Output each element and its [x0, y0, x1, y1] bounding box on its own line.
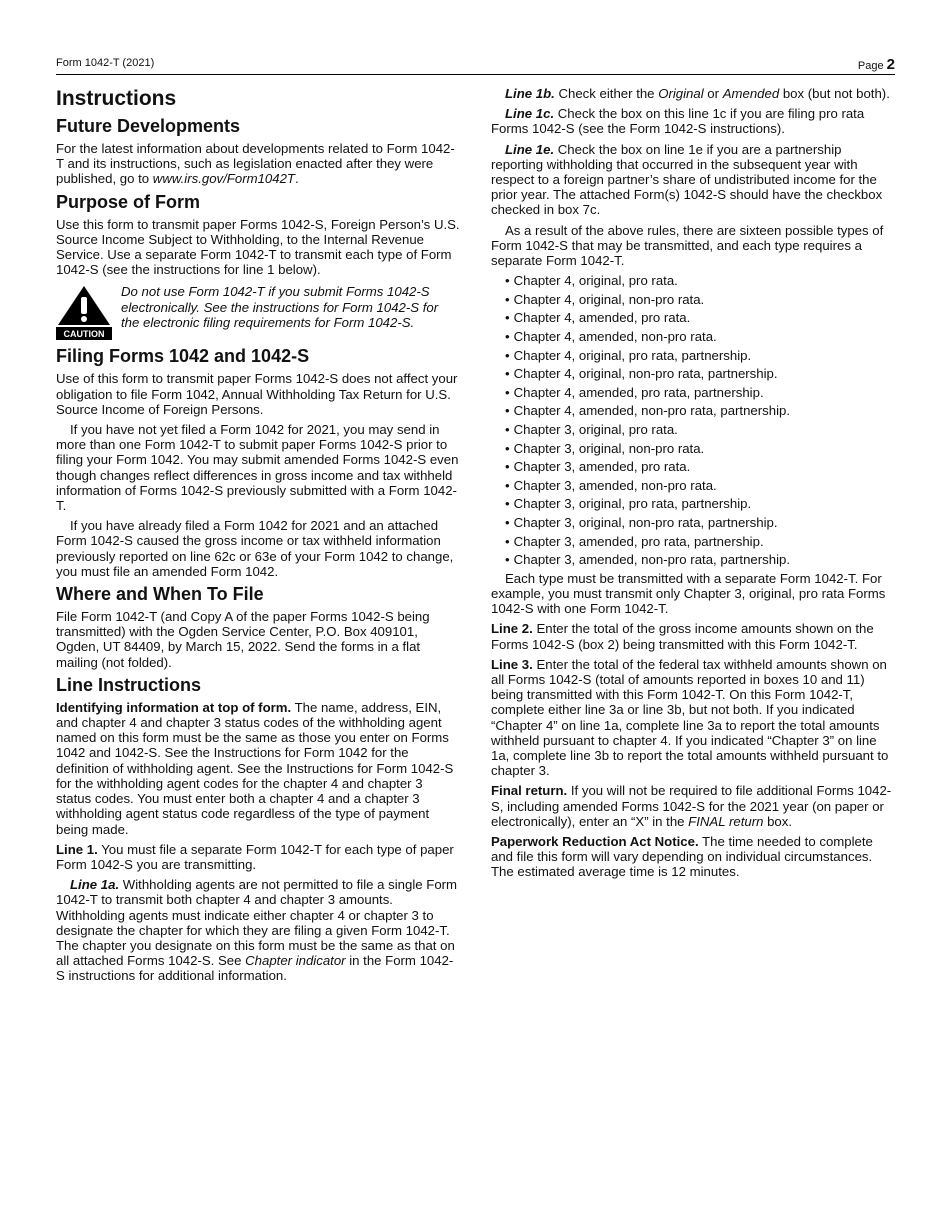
- list-item: • Chapter 3, amended, non-pro rata, partnership.: [505, 552, 895, 567]
- line3: [491, 657, 895, 779]
- line3-text: Enter the total of the federal tax withheld amounts shown on all Forms 1042-S (total of amounts reported in boxes 10 and 11) being transmitted with this Form 1042-T. On this Form 1042-T, complete either line 3a or line 3b, but not both. If you indicated “Chapter 4” on line 1a, complete line 3a to report the total amounts withheld pursuant to chapter 4. If you indicated “Chapter 3” on line 1a, complete line 3b to report the total amounts withheld pursuant to chapter 3.: [491, 656, 889, 779]
- line2-label: Line 2.: [491, 621, 533, 637]
- list-item: • Chapter 3, amended, non-pro rata.: [505, 478, 895, 493]
- line1c-label: Line 1c.: [505, 106, 555, 122]
- line2-text: Enter the total of the gross income amounts shown on the Forms 1042-S (box 2) being transmitted with this Form 1042-T.: [491, 621, 874, 652]
- line1e-text: Check the box on line 1e if you are a partnership reporting withholding that occurred in the subsequent year with respect to a foreign partner’s share of undistributed income for the prior year. The attached Form(s) 1042-S should have the checkbox checked in box 7c.: [491, 141, 883, 218]
- future-text: For the latest information about developments related to Form 1042-T and its instructions, such as legislation enacted after they were published, go to: [56, 141, 455, 187]
- list-item: • Chapter 4, original, non-pro rata, partnership.: [505, 366, 895, 381]
- list-item: • Chapter 3, original, pro rata.: [505, 422, 895, 437]
- identifying-info: [56, 700, 460, 837]
- ident-text: The name, address, EIN, and chapter 4 and chapter 3 status codes of the withholding agent named on this form must be the same as those you enter on Forms 1042 and 1042-S. See the Instructions for Form 1042 for the definition of withholding agent. See the Instructions for Form 1042-S for the withholding agent codes for the chapter 4 and chapter 3 status codes. You must enter both a chapter 4 and a chapter 3 withholding agent status code regardless of the type of payment being made.: [56, 699, 454, 837]
- line1-label: Line 1.: [56, 841, 98, 857]
- caution-icon: [56, 284, 112, 340]
- line1b: [491, 86, 895, 101]
- filing-heading: Filing Forms 1042 and 1042-S: [56, 346, 310, 367]
- caution-box: [56, 284, 460, 340]
- types-intro: As a result of the above rules, there are sixteen possible types of Form 1042-S that may be transmitted, and each type requires a separate Form 1042-T.: [491, 222, 884, 269]
- line3-label: Line 3.: [491, 656, 533, 672]
- where-text: File Form 1042-T (and Copy A of the paper Forms 1042-S being transmitted) with the Ogden Service Center, P.O. Box 409101, Ogden, UT 84409, by March 15, 2022. Send the forms in a flat mailing (not folded).: [56, 609, 430, 670]
- line1: [56, 842, 460, 872]
- page-header: [56, 56, 895, 75]
- list-item: • Chapter 4, amended, non-pro rata.: [505, 329, 895, 344]
- types-outro: Each type must be transmitted with a separate Form 1042-T. For example, you must transmit only Chapter 3, original, pro rata Forms 1042-S with one Form 1042-T.: [491, 570, 886, 617]
- line1a: [56, 877, 460, 983]
- line-instructions-heading: Line Instructions: [56, 674, 202, 695]
- list-item: • Chapter 4, amended, pro rata, partnership.: [505, 385, 895, 400]
- caution-text: Do not use Form 1042-T if you submit Forms 1042-S electronically. See the instructions for Form 1042-S for the electronic filing requirements for Form 1042-S.: [121, 284, 439, 330]
- irs-url: www.irs.gov/Form1042T: [152, 171, 295, 187]
- types-list: [491, 273, 895, 567]
- page-number: [858, 56, 895, 73]
- line1-text: You must file a separate Form 1042-T for each type of paper Form 1042-S you are transmitting.: [56, 841, 454, 872]
- page-label: Page: [857, 60, 884, 72]
- line1e-label: Line 1e.: [505, 141, 555, 157]
- final-text: If you will not be required to file additional Forms 1042-S, including amended Forms 1042-S for the 2021 year (on paper or electronically), enter an “X” in the: [491, 783, 892, 829]
- list-item: • Chapter 3, original, non-pro rata, partnership.: [505, 515, 895, 530]
- left-column: [56, 86, 460, 989]
- where-heading: Where and When To File: [56, 584, 264, 605]
- instructions-title: Instructions: [56, 87, 177, 110]
- future-end: .: [294, 171, 299, 187]
- ident-label: Identifying information at top of form.: [56, 699, 292, 715]
- purpose-heading: Purpose of Form: [56, 191, 201, 212]
- page-number-value: 2: [886, 56, 895, 73]
- line1c: [491, 106, 895, 136]
- future-developments-heading: Future Developments: [56, 116, 241, 136]
- line1a-label: Line 1a.: [70, 877, 120, 893]
- filing-p3: If you have already filed a Form 1042 for 2021 and an attached Form 1042-S caused the gross income or tax withheld information previously reported on line 62c or 63e of your Form 1042 to change, you must file an amended Form 1042.: [56, 518, 454, 579]
- line1e: [491, 142, 895, 218]
- line1c-text: Check the box on this line 1c if you are filing pro rata Forms 1042-S (see the Form 1042-S instructions).: [491, 106, 865, 137]
- line1b-original: Original: [658, 86, 704, 101]
- line1b-b: or: [703, 86, 723, 101]
- line1a-end: in the Form 1042-S instructions for additional information.: [56, 953, 454, 984]
- list-item: • Chapter 3, amended, pro rata.: [505, 459, 895, 474]
- future-developments-text: [56, 141, 460, 187]
- final-italic: FINAL return: [688, 813, 764, 829]
- line2: [491, 621, 895, 651]
- paperwork-notice: [491, 834, 895, 880]
- line1b-amended: Amended: [722, 86, 780, 101]
- line1a-italic: Chapter indicator: [245, 953, 346, 969]
- final-return: [491, 783, 895, 829]
- right-column: [491, 86, 895, 885]
- form-id: Form 1042-T (2021): [56, 57, 155, 69]
- list-item: • Chapter 4, amended, non-pro rata, partnership.: [505, 403, 895, 418]
- filing-p1: Use of this form to transmit paper Forms 1042-S does not affect your obligation to file Form 1042, Annual Withholding Tax Return for U.S. Source Income of Foreign Persons.: [56, 371, 458, 417]
- caution-label: CAUTION: [63, 329, 105, 340]
- list-item: • Chapter 3, amended, pro rata, partnership.: [505, 534, 895, 549]
- line1b-c: box (but not both).: [779, 86, 890, 101]
- line1b-a: Check either the: [554, 86, 659, 101]
- pra-text: The time needed to complete and file this form will vary depending on individual circumstances. The estimated average time is 12 minutes.: [491, 833, 873, 880]
- list-item: • Chapter 4, original, pro rata.: [505, 273, 895, 288]
- final-label: Final return.: [491, 783, 568, 799]
- list-item: • Chapter 4, amended, pro rata.: [505, 310, 895, 325]
- line1b-label: Line 1b.: [505, 86, 555, 101]
- list-item: • Chapter 4, original, non-pro rata.: [505, 292, 895, 307]
- pra-label: Paperwork Reduction Act Notice.: [491, 833, 699, 849]
- purpose-text: Use this form to transmit paper Forms 1042-S, Foreign Person’s U.S. Source Income Subject to Withholding, to the Internal Revenue Service. Use a separate Form 1042-T to transmit each type of Form 1042-S (see the instructions for line 1 below).: [56, 216, 460, 278]
- list-item: • Chapter 3, original, non-pro rata.: [505, 441, 895, 456]
- line1a-text: Withholding agents are not permitted to file a single Form 1042-T to transmit both chapter 4 and chapter 3 amounts. Withholding agents must indicate either chapter 4 or chapter 3 to designate the chapter for which they are filing a given Form 1042-T. The chapter you designate on this form must be the same as that on all attached Forms 1042-S. See: [56, 877, 458, 969]
- list-item: • Chapter 3, original, pro rata, partnership.: [505, 496, 895, 511]
- filing-p2: If you have not yet filed a Form 1042 for 2021, you may send in more than one Form 1042-T to submit paper Forms 1042-S prior to filing your Form 1042. You may submit amended Forms 1042-S even though changes reflect differences in gross income and tax withheld information of Forms 1042-S previously submitted with a Form 1042-T.: [56, 422, 459, 514]
- list-item: • Chapter 4, original, pro rata, partnership.: [505, 348, 895, 363]
- final-end: box.: [763, 813, 793, 829]
